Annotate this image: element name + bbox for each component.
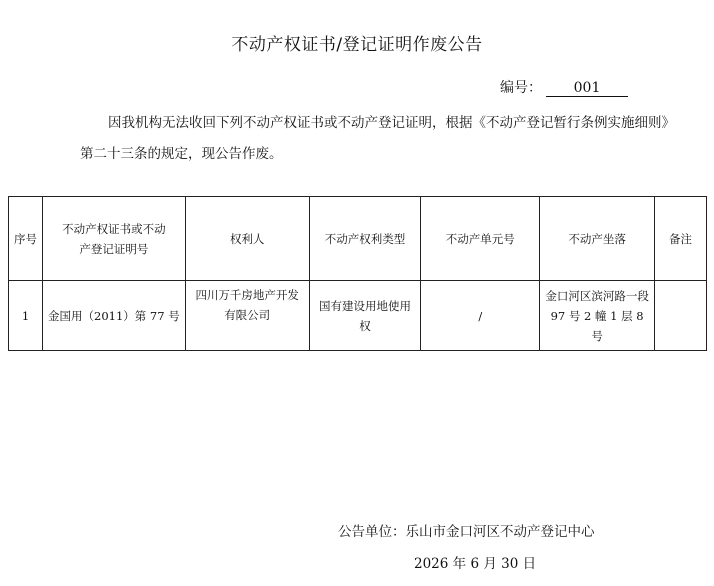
header-remarks: 备注 — [655, 197, 707, 281]
header-right-type: 不动产权利类型 — [309, 197, 421, 281]
header-unit-number: 不动产单元号 — [421, 197, 540, 281]
issuing-unit: 公告单位：乐山市金口河区不动产登记中心 — [338, 524, 595, 540]
issue-date: 2026 年 6 月 30 日 — [414, 556, 537, 572]
serial-number — [500, 77, 628, 97]
notice-paragraph: 因我机构无法收回下列不动产权证书或不动产登记证明，根据《不动产登记暂行条例实施细则》第二十三条的规定，现公告作废。 — [80, 115, 669, 162]
cell-owner: 四川万千房地产开发有限公司 — [185, 281, 309, 351]
cell-location: 金口河区滨河路一段 97 号 2 幢 1 层 8 号 — [540, 281, 655, 351]
table-header-row — [9, 197, 707, 281]
header-certificate-number: 不动产权证书或不动产登记证明号 — [42, 197, 185, 281]
cell-right-type: 国有建设用地使用权 — [309, 281, 421, 351]
certificate-table — [8, 196, 707, 351]
cell-certificate-number: 金国用（2011）第 77 号 — [42, 281, 185, 351]
cell-index: 1 — [9, 281, 43, 351]
header-owner: 权利人 — [185, 197, 309, 281]
cell-remarks — [655, 281, 707, 351]
header-location: 不动产坐落 — [540, 197, 655, 281]
table-row — [9, 281, 707, 351]
header-index: 序号 — [9, 197, 43, 281]
serial-label: 编号： — [500, 80, 542, 96]
page-title: 不动产权证书/登记证明作废公告 — [231, 35, 483, 55]
cell-unit-number: / — [421, 281, 540, 351]
serial-value: 001 — [546, 80, 628, 97]
